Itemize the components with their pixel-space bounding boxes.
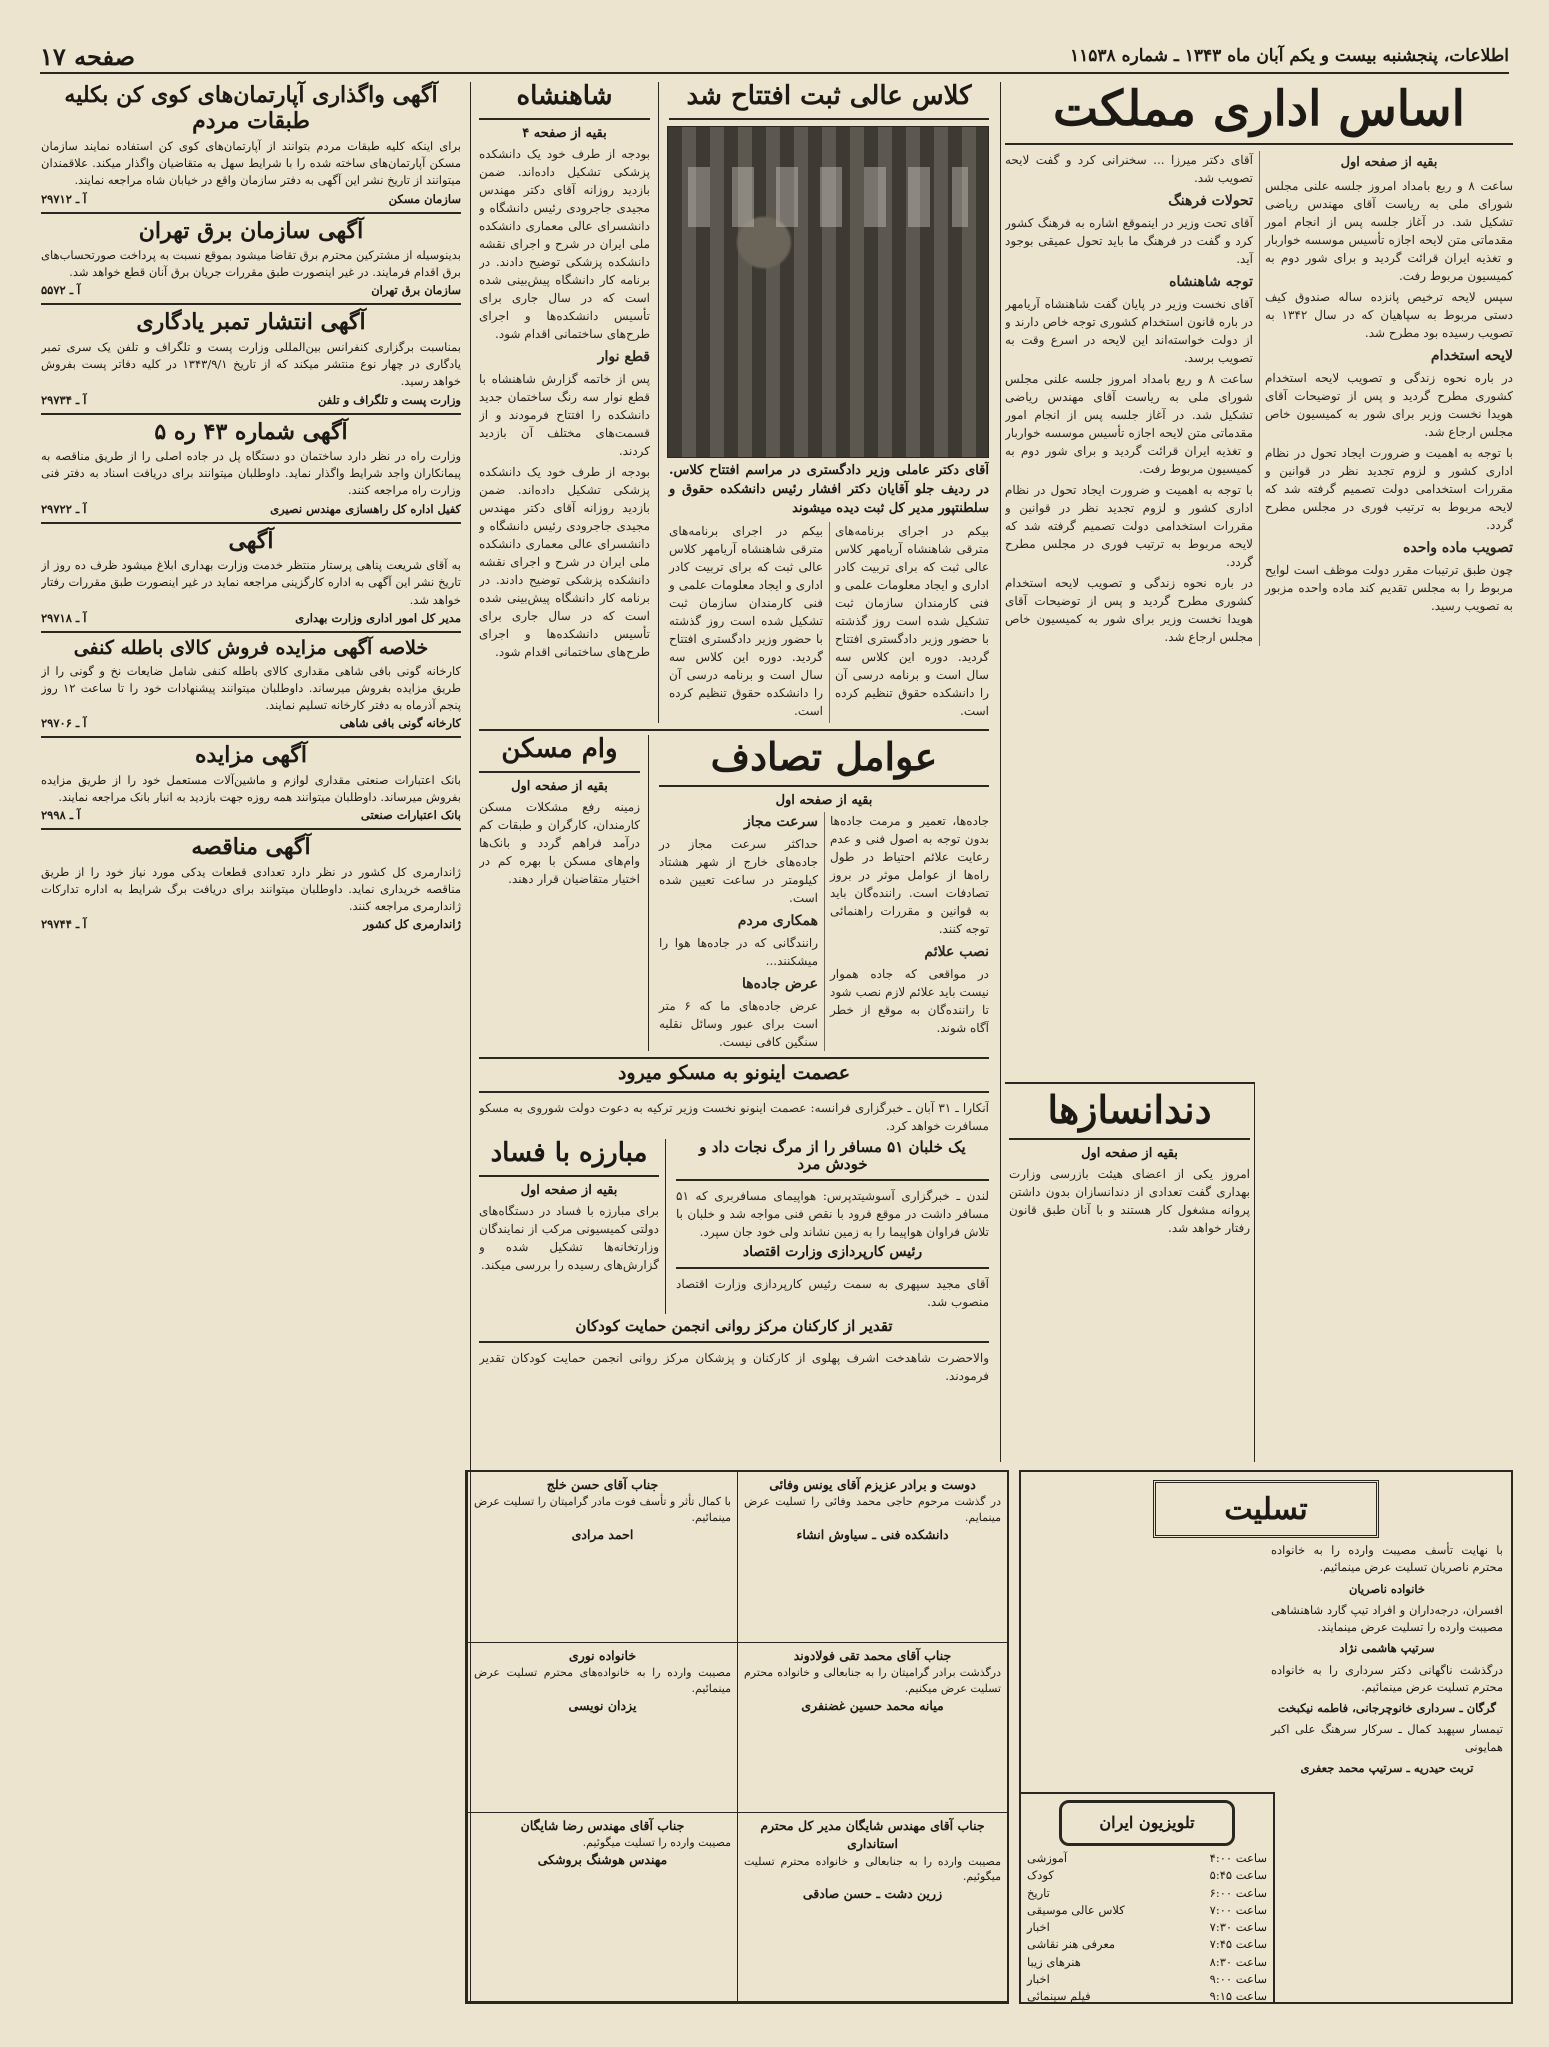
paragraph: والاحضرت شاهدخت اشرف پهلوی از کارکنان و پزشکان مرکز روانی انجمن حمایت کودکان تقدیر فرمودند. <box>479 1350 989 1383</box>
condolence-title: خانواده نوری <box>568 1647 637 1663</box>
condolence-item <box>737 1643 1007 1814</box>
ads-column <box>41 78 461 1998</box>
dentists-body <box>1009 1165 1250 1237</box>
condolence-text: مصیبت وارده را به جنابعالی و خانواده محترم تسلیت میگوئیم. <box>744 1854 1001 1884</box>
tv-show: آموزشی <box>1027 1851 1068 1865</box>
condolence-sign: خانواده ناصریان <box>1348 1581 1426 1596</box>
condolence-text: با کمال تأثر و تأسف فوت مادر گرامیتان را تسلیت عرض مینمائیم. <box>474 1495 731 1525</box>
right-lower-stack <box>479 735 649 1051</box>
loan-body <box>479 798 640 888</box>
section-heading: لایحه استخدام <box>1430 347 1513 364</box>
continued-note: بقیه از صفحه اول <box>511 779 608 795</box>
paragraph: با توجه به اهمیت و ضرورت ایجاد تحول در نظام اداری کشور و لزوم تجدید نظر در قوانین و مقررات استخدامی دولت تصمیم گرفته شد که لایحه مربوط به ترتیب فوری در مجلس مطرح گردد. <box>1265 445 1513 532</box>
tv-show: معرفی هنر نقاشی <box>1027 1937 1116 1952</box>
condolence-title: دوست و برادر عزیزم آقای یونس وفائی <box>769 1477 976 1492</box>
page-number: صفحه ۱۷ <box>40 41 136 71</box>
dentists-headline: دندانسازها <box>1009 1088 1250 1140</box>
condolence-sign: میانه محمد حسین غضنفری <box>801 1697 944 1713</box>
tv-row <box>1027 1850 1267 1867</box>
ad-signer: کارخانه گونی بافی شاهی <box>339 716 461 731</box>
condolence-sign: سرتیپ هاشمی نژاد <box>1339 1641 1435 1656</box>
ad-body: وزارت راه در نظر دارد ساختمان دو دستگاه پل در جاده اصلی را از طریق مناقصه به پیمانکاران واجد شرایط واگذار نماید. داوطلبان میتوانند برای دریافت اسناد به دفتر فنی وزارت راه مراجعه کنند. <box>41 448 461 498</box>
ad-title: آگهی واگذاری آپارتمان‌های کوی کن بکلیه طبقات مردم <box>64 82 438 135</box>
condolence-header: تسلیت <box>1153 1480 1379 1538</box>
ad-code: آ ـ ۲۹۷۰۶ <box>41 716 87 731</box>
ad-code: آ ـ ۲۹۷۲۲ <box>41 501 87 516</box>
ad-title: آگهی مزایده <box>195 742 307 769</box>
tv-row <box>1027 1919 1267 1936</box>
condolence-title: جناب آقای مهندس رضا شایگان <box>520 1818 685 1834</box>
condolence-text: درگذشت ناگهانی دکتر سرداری را به خانواده محترم تسلیت عرض مینمائیم. <box>1271 1662 1503 1694</box>
ad-signature <box>41 808 461 822</box>
continued-note: بقیه از صفحه اول <box>520 1182 618 1198</box>
condolence-text: مصیبت وارده را به خانواده‌های محترم تسلیت عرض مینمائیم. <box>474 1665 731 1695</box>
paragraph: آقای مجید سپهری به سمت رئیس کارپردازی وزارت اقتصاد منصوب شد. <box>676 1276 989 1309</box>
ad-title: آگهی انتشار تمبر یادگاری <box>136 309 366 336</box>
condolence-grid <box>465 1470 1009 2004</box>
condolence-text: درگذشت برادر گرامیتان را به جنابعالی و خانواده محترم تسلیت عرض میکنیم. <box>744 1665 1001 1695</box>
ad-code: آ ـ ۵۵۷۲ <box>41 283 81 298</box>
condolence-item <box>467 1643 737 1814</box>
tv-time: ساعت ۴:۰۰ <box>1209 1851 1267 1865</box>
ad-title: آگهی شماره ۴۳ ره ۵ <box>154 418 348 445</box>
condolence-title: جناب آقای مهندس شایگان مدیر کل محترم استانداری <box>760 1818 985 1852</box>
ad-block <box>41 524 461 633</box>
tv-logo: تلویزیون ایران <box>1059 1800 1235 1846</box>
thanks-body <box>479 1349 989 1385</box>
tv-show: هنرهای زیبا <box>1027 1954 1081 1969</box>
news-briefs <box>479 1057 989 1385</box>
paragraph: بودجه از طرف خود یک دانشکده پزشکی تشکیل داده‌اند. ضمن بازدید روزانه آقای دکتر مهندس مجیدی جاجرودی رئیس دانشگاه و دانشسرای عالی معماری دانشکده ملی ایران در شرح و اجرای نقشه دانشکده پزشکی توضیح دادند. در برنامه کار دانشگاه پیش‌بینی شده است که در سال جاری برای تأسیس دانشکده‌ها و اجرای طرح‌های ساختمانی اقدام شود. <box>479 146 650 341</box>
ad-signature <box>41 283 461 297</box>
paragraph: جاده‌ها، تعمیر و مرمت جاده‌ها بدون توجه به اصول فنی و عدم رعایت علائم احتیاط در طول راه‌ها از عوامل موثر در بروز تصادفات است. راننده‌گان باید به قوانین و مقررات راهنمائی توجه کنند. <box>830 814 989 937</box>
admin-body <box>1005 151 1513 646</box>
paragraph: لندن ـ خبرگزاری آسوشیتدپرس: هواپیمای مسافربری که ۵۱ مسافر داشت در موقع فرود با نقص فنی مواجه شد و خلبان با تلاش فراوان هواپیما را به زمین نشاند ولی خود جان سپرد. <box>676 1189 989 1240</box>
paragraph: چون طبق ترتیبات مقرر دولت موظف است لوایح مربوط را به مجلس تقدیم کند ماده واحده مزبور به تصویب رسید. <box>1265 562 1513 613</box>
ad-signer: مدیر کل امور اداری وزارت بهداری <box>295 610 461 625</box>
ad-block <box>41 214 461 306</box>
paragraph: امروز یکی از اعضای هیئت بازرسی وزارت بهداری گفت تعدادی از دندانسازان بدون داشتن پروانه مشغول کار هستند و با آنان طبق قانون رفتار خواهد شد. <box>1009 1166 1250 1235</box>
shahanshah-body <box>479 145 650 661</box>
condolence-sign: تربت حیدریه ـ سرتیپ محمد جعفری <box>1300 1760 1474 1775</box>
admin-article <box>1005 82 1513 1462</box>
paragraph: رانندگانی که در جاده‌ها هوا را میشکنند... <box>659 936 818 969</box>
pilot-body <box>676 1187 989 1241</box>
paragraph: بودجه از طرف خود یک دانشکده پزشکی تشکیل داده‌اند. ضمن بازدید روزانه آقای دکتر مهندس مجیدی جاجرودی رئیس دانشگاه و دانشسرای عالی معماری دانشکده ملی ایران در شرح و اجرای نقشه دانشکده پزشکی توضیح دادند. در برنامه کار دانشگاه پیش‌بینی شده است که در سال جاری برای تأسیس دانشکده‌ها و اجرای طرح‌های ساختمانی اقدام شود. <box>479 464 650 659</box>
pilot-headline: یک خلبان ۵۱ مسافر را از مرگ نجات داد و خودش مرد <box>676 1139 989 1182</box>
tv-time: ساعت ۶:۰۰ <box>1209 1885 1267 1900</box>
admin-headline: اساس اداری مملکت <box>1005 82 1513 145</box>
fight-body <box>479 1202 659 1274</box>
condolence-text: با نهایت تأسف مصیبت وارده را به خانواده محترم ناصریان تسلیت عرض مینمائیم. <box>1271 1543 1503 1575</box>
ad-code: آ ـ ۲۹۹۸ <box>41 808 81 823</box>
accident-headline: عوامل تصادف <box>659 735 989 787</box>
section-heading: توجه شاهنشاه <box>1169 274 1253 291</box>
tv-show: اخبار <box>1027 1920 1050 1934</box>
paragraph: ساعت ۸ و ربع بامداد امروز جلسه علنی مجلس شورای ملی به ریاست آقای مهندس ریاضی تشکیل شد. در آغاز جلسه پس از انجام امور مقدماتی متن لایحه اجازه تأسیس موسسه خواربار و تغذیه ایران قرائت گردید و برای شور دوم به کمیسیون مربوط رفت. <box>1005 372 1254 477</box>
tv-row <box>1027 1971 1267 1988</box>
pilot-article <box>676 1139 989 1314</box>
class-body <box>669 522 989 723</box>
ad-block <box>41 830 461 937</box>
ad-body: بانک اعتبارات صنعتی مقداری لوازم و ماشین‌آلات مستعمل خود را از طریق مزایده بفروش میرساند. داوطلبان میتوانند همه روزه جهت بازدید به انبار بانک مراجعه نمایند. <box>41 772 461 805</box>
condolence-item <box>467 1472 737 1643</box>
accident-body <box>659 812 989 1051</box>
ad-signer: وزارت پست و تلگراف و تلفن <box>318 392 461 407</box>
condolence-panel <box>1019 1470 1513 2004</box>
tv-row <box>1027 1885 1267 1902</box>
ad-code: آ ـ ۲۹۷۴۴ <box>41 917 87 932</box>
tv-time: ساعت ۵:۴۵ <box>1209 1868 1267 1883</box>
accident-article <box>659 735 989 1051</box>
paragraph: ساعت ۸ و ربع بامداد امروز جلسه علنی مجلس شورای ملی به ریاست آقای مهندس ریاضی تشکیل شد. در آغاز جلسه پس از انجام امور مقدماتی متن لایحه اجازه تأسیس موسسه خواربار و تغذیه ایران قرائت گردید و برای شور دوم به کمیسیون مربوط رفت. <box>1265 178 1513 283</box>
fight-headline: مبارزه با فساد <box>479 1139 659 1177</box>
brief-row <box>479 1139 989 1314</box>
ad-signature <box>41 192 461 206</box>
tv-row <box>1027 1988 1267 2004</box>
photo-caption: آقای دکتر عاملی وزیر دادگستری در مراسم افتتاح کلاس. در ردیف جلو آقایان دکتر افشار رئیس دانشکده حقوق و سلطنتپور مدیر کل ثبت دیده میشوند <box>669 462 989 516</box>
condolence-text: در گذشت مرحوم حاجی محمد وفائی را تسلیت عرض مینمایم. <box>744 1495 1001 1525</box>
ad-signature <box>41 502 461 516</box>
section-heading: همکاری مردم <box>737 913 818 930</box>
ad-block <box>41 738 461 830</box>
inonu-headline: عصمت اینونو به مسکو میرود <box>479 1063 989 1093</box>
ad-signer: بانک اعتبارات صنعتی <box>360 808 461 823</box>
ad-signer: کفیل اداره کل راهسازی مهندس نصیری <box>270 501 461 516</box>
ad-body: کارخانه گونی بافی شاهی مقداری کالای باطله کنفی شامل ضایعات نخ و گونی را از طریق مزایده بفروش میرساند. داوطلبان میتوانند پیشنهادات خود را تا ساعت ۱۲ روز پنجم آذرماه به دفتر کارخانه تسلیم نمایند. <box>41 663 461 713</box>
paragraph: آقای تحت وزیر در اینموقع اشاره به فرهنگ کشور کرد و گفت در فرهنگ ما باید تحول عمیقی بوجود آید. <box>1005 216 1253 267</box>
condolence-title: جناب آقای محمد تقی فولادوند <box>793 1647 952 1663</box>
ad-body: بمناسبت برگزاری کنفرانس بین‌المللی وزارت پست و تلگراف و تلفن یک سری تمبر یادگاری در چهار نوع منتشر میکند که از تاریخ ۱۳۴۳/۹/۱ در کلیه دفاتر پست بفروش خواهد رسید. <box>41 339 461 389</box>
condolence-sign: مهندس هوشنگ بروشکی <box>537 1852 668 1868</box>
tv-time: ساعت ۷:۴۵ <box>1209 1937 1267 1952</box>
ad-title: آگهی سازمان برق تهران <box>138 217 364 244</box>
class-article <box>669 82 989 723</box>
loan-headline: وام مسکن <box>479 735 640 773</box>
paragraph: بیکم در اجرای برنامه‌های مترقی شاهنشاه آریامهر کلاس عالی ثبت که برای تربیت کادر اداری و ایجاد معلومات علمی و فنی کارمندان سازمان ثبت تشکیل شده است روز گذشته با حضور وزیر دادگستری افتتاح گردید. دوره این کلاس سه سال است و برنامه درسی آن را دانشکده حقوق تنظیم کرده است. <box>669 524 823 719</box>
tv-row <box>1027 1902 1267 1919</box>
ad-body: به آقای شریعت پناهی پرستار منتظر خدمت وزارت بهداری ابلاغ میشود ظرف ده روز از تاریخ نشر این آگهی به اداره کارگزینی مراجعه نماید در غیر اینصورت طبق مقررات رفتار خواهد شد. <box>41 558 461 607</box>
tv-row <box>1027 1936 1267 1953</box>
section-heading: تصویب ماده واحده <box>1403 539 1513 556</box>
paragraph: زمینه رفع مشکلات مسکن کارمندان، کارگران و طبقات کم درآمد فراهم گردد و بانک‌ها وام‌های مسکن با بهره کم در اختیار متقاضیان قرار دهند. <box>479 800 640 887</box>
ad-block <box>41 78 461 214</box>
ad-block <box>41 415 461 524</box>
paragraph: عرض جاده‌های ما که ۶ متر است برای عبور وسائل نقلیه سنگین کافی نیست. <box>659 999 819 1050</box>
ad-code: آ ـ ۲۹۷۳۴ <box>41 392 87 407</box>
ad-body: برای اینکه کلیه طبقات مردم بتوانند از آپارتمان‌های کوی کن استفاده نمایند سازمان مسکن آپارتمان‌های ساخته شده را با شرایط سهل به متقاضیان واگذار میکند. علاقمندان میتوانند از تاریخ نشر این آگهی به دفتر سازمان واقع در خیابان شاه مراجعه نمایند. <box>41 138 461 188</box>
ad-signer: ژاندارمری کل کشور <box>363 917 461 932</box>
paragraph: آقای دکتر میرزا ... سخنرانی کرد و گفت لایحه تصویب شد. <box>1005 153 1253 186</box>
continued-note: بقیه از صفحه ۴ <box>522 125 607 141</box>
tv-show: کلاس عالی موسیقی <box>1027 1902 1125 1917</box>
continued-note: بقیه از صفحه اول <box>1081 1145 1178 1161</box>
middle-column <box>479 82 989 1412</box>
paragraph: آقای نخست وزیر در پایان گفت شاهنشاه آریامهر در باره قانون استخدام کشوری توجه خاص دارند و از دولت خواسته‌اند این لایحه در اسرع وقت به تصویب برسد. <box>1005 297 1253 366</box>
section-heading: نصب علائم <box>924 944 989 961</box>
class-photo <box>667 126 989 458</box>
tv-time: ساعت ۹:۱۵ <box>1209 1989 1267 2003</box>
condolence-sign: احمد مرادی <box>571 1527 634 1542</box>
paragraph: در مواقعی که جاده هموار نیست باید علائم لازم نصب شود تا راننده‌گان به موقع از خطر آگاه شوند. <box>830 967 989 1036</box>
tv-time: ساعت ۹:۰۰ <box>1209 1971 1267 1986</box>
continued-note: بقیه از صفحه اول <box>1340 155 1438 171</box>
ad-signature <box>41 917 461 931</box>
inonu-body <box>479 1099 989 1135</box>
planning-body <box>676 1275 989 1311</box>
paragraph: در باره نحوه زندگی و تصویب لایحه استخدام کشوری مطرح گردید و پس از توضیحات آقای هویدا نخست وزیر برای شور به کمیسیون خاص مجلس ارجاع شد. <box>1005 576 1253 645</box>
condolence-right-list <box>1021 1542 1511 1777</box>
ad-body: بدینوسیله از مشترکین محترم برق تقاضا میشود بموقع نسبت به پرداخت صورتحساب‌های برق اقدام فرمایند. در غیر اینصورت طبق مقررات جریان برق آنان قطع خواهد شد. <box>41 247 461 280</box>
condolence-sign: گرگان ـ سرداری خانوچرجانی، فاطمه نیکبخت <box>1278 1701 1496 1715</box>
tv-schedule <box>1021 1792 1275 2002</box>
lower-row <box>479 729 989 1051</box>
tv-show: فیلم سینمائی <box>1027 1989 1091 2003</box>
ad-block <box>41 305 461 414</box>
tv-time: ساعت ۷:۳۰ <box>1209 1920 1267 1934</box>
ad-signature <box>41 393 461 407</box>
tv-show: تاریخ <box>1027 1885 1050 1900</box>
condolence-sign: دانشکده فنی ـ سیاوش انشاء <box>796 1527 949 1542</box>
condolence-item <box>737 1813 1007 2002</box>
condolence-title: جناب آقای حسن خلج <box>546 1477 659 1492</box>
ad-title: خلاصه آگهی مزایده فروش کالای باطله کنفی <box>73 636 429 659</box>
shahanshah-headline: شاهنشاه <box>479 82 650 120</box>
condolence-text: افسران، درجه‌داران و افراد تیپ گارد شاهنشاهی مصیبت وارده را تسلیت عرض مینمایند. <box>1271 1602 1503 1634</box>
class-headline: کلاس عالی ثبت افتتاح شد <box>669 82 989 120</box>
paragraph: سپس لایحه ترخیص پانزده ساله صندوق کیف دستی مربوط به سپاهیان که در سال ۱۳۴۲ به تصویب رسیده بود مطرح شد. <box>1265 289 1513 340</box>
ad-signature <box>41 611 461 625</box>
ad-title: آگهی <box>228 527 274 554</box>
continued-note: بقیه از صفحه اول <box>775 793 873 809</box>
ad-title: آگهی مناقصه <box>191 834 311 861</box>
paragraph: برای مبارزه با فساد در دستگاه‌های دولتی کمیسیونی مرکب از نمایندگان وزارتخانه‌ها تشکیل شده و گزارش‌های رسیده را بررسی میکند. <box>479 1203 659 1272</box>
ad-code: آ ـ ۲۹۷۱۲ <box>41 191 87 206</box>
tv-show: اخبار <box>1027 1971 1050 1986</box>
tv-row <box>1027 1954 1267 1971</box>
section-heading: سرعت مجاز <box>744 814 818 831</box>
issue-line: اطلاعات، پنجشنبه بیست و یکم آبان ماه ۱۳۴۳ ـ شماره ۱۱۵۳۸ <box>1070 46 1509 66</box>
condolence-item <box>467 1813 737 2002</box>
dentists-article <box>1005 1082 1255 1462</box>
paragraph: آنکارا ـ ۳۱ آبان ـ خبرگزاری فرانسه: عصمت اینونو نخست وزیر ترکیه به دعوت دولت شوروی به مسکو مسافرت خواهد کرد. <box>479 1100 989 1133</box>
shahanshah-article <box>479 82 659 723</box>
ad-signer: سازمان برق تهران <box>371 283 461 298</box>
ad-code: آ ـ ۲۹۷۱۸ <box>41 610 87 625</box>
condolence-sign: یزدان نویسی <box>568 1697 637 1713</box>
planning-headline: رئیس کارپردازی وزارت اقتصاد <box>676 1244 989 1268</box>
paragraph: پس از خاتمه گزارش شاهنشاه با قطع نوار سه رنگ ساختمان جدید دانشکده را افتتاح فرمودند و از قسمت‌های مختلف آن بازدید کردند. <box>479 371 650 458</box>
paragraph: حداکثر سرعت مجاز در جاده‌های خارج از شهر هشتاد کیلومتر در ساعت تعیین شده است. <box>659 837 818 906</box>
column-rule <box>1000 82 1001 1462</box>
tv-time: ساعت ۸:۳۰ <box>1209 1954 1267 1969</box>
top-row <box>479 82 989 723</box>
tv-show: کودک <box>1027 1868 1054 1883</box>
ad-block <box>41 633 461 739</box>
condolence-sign: زرین دشت ـ حسن صادقی <box>802 1886 943 1902</box>
tv-row <box>1027 1867 1267 1884</box>
section-heading: عرض جاده‌ها <box>741 976 818 993</box>
paragraph: با توجه به اهمیت و ضرورت ایجاد تحول در نظام اداری کشور و لزوم تجدید نظر در قوانین و مقررات استخدامی دولت تصمیم گرفته شد که لایحه مربوط به ترتیب فوری در مجلس مطرح گردد. <box>1005 483 1253 570</box>
fight-article <box>479 1139 666 1314</box>
condolence-item <box>737 1472 1007 1643</box>
ad-signer: سازمان مسکن <box>388 191 461 206</box>
condolence-text: مصیبت وارده را تسلیت میگوئیم. <box>582 1836 731 1850</box>
condolence-text: تیمسار سپهبد کمال ـ سرکار سرهنگ علی اکبر همایونی <box>1271 1722 1503 1754</box>
ad-signature <box>41 716 461 730</box>
paragraph: بیکم در اجرای برنامه‌های مترقی شاهنشاه آریامهر کلاس عالی ثبت که برای تربیت کادر اداری و ایجاد معلومات علمی و فنی کارمندان سازمان ثبت تشکیل شده است روز گذشته با حضور وزیر دادگستری افتتاح گردید. دوره این کلاس سه سال است و برنامه درسی آن را دانشکده حقوق تنظیم کرده است. <box>835 524 989 719</box>
thanks-headline: تقدیر از کارکنان مرکز روانی انجمن حمایت کودکان <box>479 1318 989 1343</box>
section-heading: قطع نوار <box>597 348 650 365</box>
section-heading: تحولات فرهنگ <box>1168 193 1253 210</box>
paragraph: در باره نحوه زندگی و تصویب لایحه استخدام کشوری مطرح گردید و پس از توضیحات آقای هویدا نخست وزیر برای شور به کمیسیون خاص مجلس ارجاع شد. <box>1265 370 1513 439</box>
masthead <box>40 40 1509 74</box>
ad-body: ژاندارمری کل کشور در نظر دارد تعدادی قطعات یدکی مورد نیاز خود را از طریق مناقصه خریداری نماید. داوطلبان میتوانند برای دریافت برگ شرایط به اداره تدارکات ژاندارمری مراجعه کنند. <box>41 864 461 914</box>
tv-time: ساعت ۷:۰۰ <box>1209 1902 1267 1917</box>
